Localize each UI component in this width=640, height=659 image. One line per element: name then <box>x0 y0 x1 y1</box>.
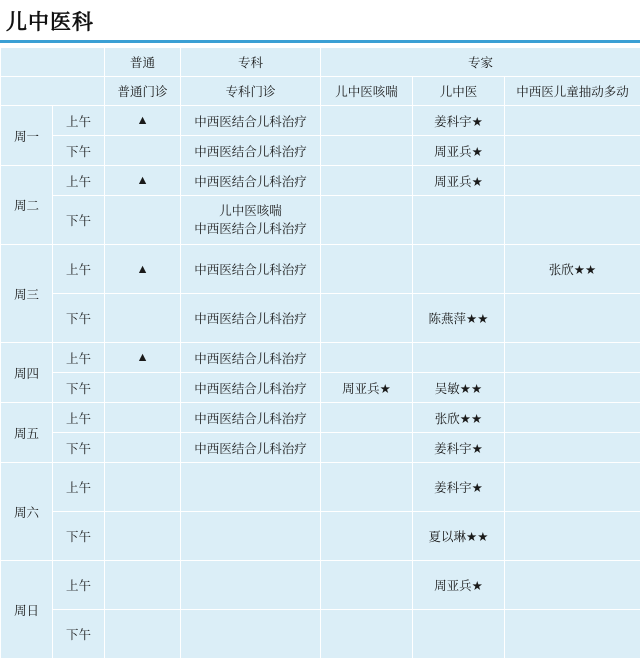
day-label: 周四 <box>1 343 53 403</box>
cell-expert-tic[interactable] <box>505 166 640 196</box>
cell-expert-tic[interactable] <box>505 610 640 659</box>
cell-expert-tcm[interactable]: 周亚兵★ <box>413 561 505 610</box>
table-row <box>1 403 640 433</box>
cell-expert-cough[interactable] <box>321 403 413 433</box>
day-label: 周五 <box>1 403 53 463</box>
cell-expert-tcm[interactable] <box>413 196 505 245</box>
header-corner <box>1 48 105 77</box>
header-general-clinic: 普通门诊 <box>105 77 181 106</box>
cell-specialty-clinic[interactable]: 中西医结合儿科治疗 <box>181 136 321 166</box>
cell-specialty-clinic[interactable]: 中西医结合儿科治疗 <box>181 166 321 196</box>
cell-expert-cough[interactable] <box>321 136 413 166</box>
day-label: 周六 <box>1 463 53 561</box>
cell-general-clinic[interactable]: ▲ <box>105 166 181 196</box>
cell-specialty-clinic[interactable]: 中西医结合儿科治疗 <box>181 433 321 463</box>
page-title: 儿中医科 <box>6 11 94 34</box>
header-specialty-clinic: 专科门诊 <box>181 77 321 106</box>
cell-expert-tcm[interactable] <box>413 610 505 659</box>
cell-general-clinic[interactable]: ▲ <box>105 343 181 373</box>
cell-general-clinic[interactable] <box>105 512 181 561</box>
cell-expert-cough[interactable]: 周亚兵★ <box>321 373 413 403</box>
period-label: 下午 <box>53 512 105 561</box>
cell-general-clinic[interactable] <box>105 136 181 166</box>
cell-expert-cough[interactable] <box>321 433 413 463</box>
table-body <box>1 106 640 659</box>
cell-expert-tic[interactable] <box>505 403 640 433</box>
cell-expert-tic[interactable] <box>505 106 640 136</box>
period-label: 上午 <box>53 561 105 610</box>
cell-expert-cough[interactable] <box>321 106 413 136</box>
cell-expert-tcm[interactable] <box>413 343 505 373</box>
table-row <box>1 245 640 294</box>
cell-expert-tcm[interactable]: 姜科宇★ <box>413 106 505 136</box>
cell-general-clinic[interactable] <box>105 433 181 463</box>
table-header <box>1 48 640 106</box>
header-expert-tic: 中西医儿童抽动多动 <box>505 77 640 106</box>
schedule-table <box>0 47 640 659</box>
period-label: 上午 <box>53 463 105 512</box>
cell-specialty-clinic[interactable] <box>181 561 321 610</box>
day-label: 周三 <box>1 245 53 343</box>
cell-expert-cough[interactable] <box>321 463 413 512</box>
cell-general-clinic[interactable] <box>105 196 181 245</box>
cell-expert-cough[interactable] <box>321 166 413 196</box>
cell-specialty-clinic[interactable] <box>181 610 321 659</box>
cell-expert-tcm[interactable]: 陈燕萍★★ <box>413 294 505 343</box>
period-label: 下午 <box>53 373 105 403</box>
cell-expert-tic[interactable] <box>505 373 640 403</box>
cell-specialty-clinic[interactable]: 中西医结合儿科治疗 <box>181 403 321 433</box>
table-row <box>1 294 640 343</box>
cell-general-clinic[interactable] <box>105 561 181 610</box>
cell-specialty-clinic[interactable] <box>181 512 321 561</box>
header-expert-cough: 儿中医咳喘 <box>321 77 413 106</box>
cell-general-clinic[interactable] <box>105 403 181 433</box>
cell-general-clinic[interactable]: ▲ <box>105 106 181 136</box>
cell-expert-tcm[interactable]: 张欣★★ <box>413 403 505 433</box>
cell-specialty-clinic-line2: 中西医结合儿科治疗 <box>182 220 319 238</box>
period-label: 下午 <box>53 136 105 166</box>
cell-expert-tcm[interactable]: 周亚兵★ <box>413 136 505 166</box>
cell-expert-tic[interactable] <box>505 136 640 166</box>
table-row <box>1 196 640 245</box>
cell-specialty-clinic[interactable]: 中西医结合儿科治疗 <box>181 106 321 136</box>
day-label: 周二 <box>1 166 53 245</box>
cell-specialty-clinic-line1: 儿中医咳喘 <box>182 202 319 220</box>
cell-specialty-clinic[interactable]: 中西医结合儿科治疗 <box>181 245 321 294</box>
page-title-bar <box>0 0 640 43</box>
cell-specialty-clinic[interactable] <box>181 196 321 245</box>
header-row-subs <box>1 77 640 106</box>
cell-specialty-clinic[interactable]: 中西医结合儿科治疗 <box>181 373 321 403</box>
cell-expert-tic[interactable] <box>505 561 640 610</box>
table-row <box>1 106 640 136</box>
table-row <box>1 561 640 610</box>
cell-expert-cough[interactable] <box>321 245 413 294</box>
cell-expert-tcm[interactable]: 姜科宇★ <box>413 433 505 463</box>
period-label: 上午 <box>53 245 105 294</box>
cell-general-clinic[interactable]: ▲ <box>105 245 181 294</box>
cell-general-clinic[interactable] <box>105 373 181 403</box>
cell-general-clinic[interactable] <box>105 294 181 343</box>
header-row-groups <box>1 48 640 77</box>
cell-general-clinic[interactable] <box>105 610 181 659</box>
cell-expert-tic[interactable] <box>505 433 640 463</box>
period-label: 上午 <box>53 106 105 136</box>
cell-expert-tcm[interactable]: 夏以琳★★ <box>413 512 505 561</box>
cell-expert-tcm[interactable] <box>413 245 505 294</box>
period-label: 上午 <box>53 403 105 433</box>
table-row <box>1 463 640 512</box>
cell-general-clinic[interactable] <box>105 463 181 512</box>
cell-expert-cough[interactable] <box>321 196 413 245</box>
table-row <box>1 373 640 403</box>
table-row <box>1 512 640 561</box>
header-group-general: 普通 <box>105 48 181 77</box>
cell-expert-cough[interactable] <box>321 561 413 610</box>
cell-expert-tic[interactable] <box>505 343 640 373</box>
cell-expert-tic[interactable] <box>505 512 640 561</box>
cell-specialty-clinic[interactable]: 中西医结合儿科治疗 <box>181 294 321 343</box>
header-group-specialty: 专科 <box>181 48 321 77</box>
cell-expert-tic[interactable] <box>505 463 640 512</box>
day-label: 周日 <box>1 561 53 659</box>
cell-specialty-clinic[interactable]: 中西医结合儿科治疗 <box>181 343 321 373</box>
cell-expert-tcm[interactable]: 吴敏★★ <box>413 373 505 403</box>
period-label: 下午 <box>53 196 105 245</box>
table-row <box>1 610 640 659</box>
day-label: 周一 <box>1 106 53 166</box>
period-label: 下午 <box>53 433 105 463</box>
cell-expert-tcm[interactable]: 周亚兵★ <box>413 166 505 196</box>
table-row <box>1 343 640 373</box>
table-row <box>1 136 640 166</box>
header-expert-tcm: 儿中医 <box>413 77 505 106</box>
cell-expert-tcm[interactable]: 姜科宇★ <box>413 463 505 512</box>
table-row <box>1 166 640 196</box>
period-label: 下午 <box>53 610 105 659</box>
cell-expert-cough[interactable] <box>321 512 413 561</box>
period-label: 下午 <box>53 294 105 343</box>
cell-expert-cough[interactable] <box>321 610 413 659</box>
header-group-expert: 专家 <box>321 48 640 77</box>
cell-expert-tic[interactable] <box>505 294 640 343</box>
cell-expert-tic[interactable] <box>505 196 640 245</box>
cell-specialty-clinic[interactable] <box>181 463 321 512</box>
header-corner-sub <box>1 77 105 106</box>
cell-expert-cough[interactable] <box>321 343 413 373</box>
table-row <box>1 433 640 463</box>
period-label: 上午 <box>53 343 105 373</box>
cell-expert-cough[interactable] <box>321 294 413 343</box>
period-label: 上午 <box>53 166 105 196</box>
cell-expert-tic[interactable]: 张欣★★ <box>505 245 640 294</box>
